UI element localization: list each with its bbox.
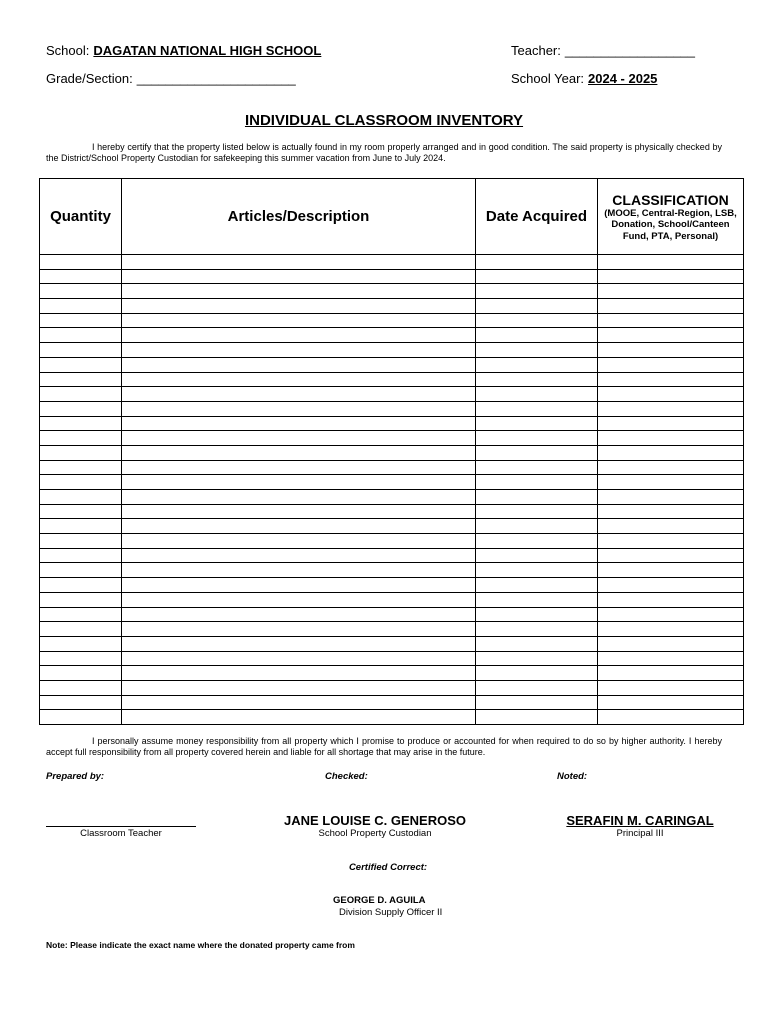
cell-date-acquired[interactable]: [476, 622, 598, 637]
school-name: DAGATAN NATIONAL HIGH SCHOOL: [93, 43, 322, 58]
cell-quantity[interactable]: [40, 284, 122, 299]
cell-date-acquired[interactable]: [476, 519, 598, 534]
cell-articles[interactable]: [122, 534, 476, 549]
cell-date-acquired[interactable]: [476, 387, 598, 402]
donation-note: Note: Please indicate the exact name where the donated property came from: [46, 940, 355, 950]
table-row: [40, 460, 744, 475]
cell-date-acquired[interactable]: [476, 534, 598, 549]
cell-date-acquired[interactable]: [476, 504, 598, 519]
teacher-blank: __________________: [564, 43, 696, 58]
cell-quantity[interactable]: [40, 548, 122, 563]
cell-articles[interactable]: [122, 357, 476, 372]
cell-date-acquired[interactable]: [476, 401, 598, 416]
table-row: [40, 401, 744, 416]
cell-articles[interactable]: [122, 504, 476, 519]
certification-text: I hereby certify that the property listed below is actually found in my room properly arranged and in good condition. The said property is physically checked by the District/School Property Custodian for safekeeping this summer vacation from June to July 2024.: [46, 142, 722, 163]
cell-classification[interactable]: [598, 578, 744, 593]
table-row: [40, 372, 744, 387]
table-row: [40, 387, 744, 402]
cell-classification[interactable]: [598, 313, 744, 328]
cell-classification[interactable]: [598, 607, 744, 622]
cell-quantity[interactable]: [40, 563, 122, 578]
cell-date-acquired[interactable]: [476, 651, 598, 666]
table-row: [40, 622, 744, 637]
cell-quantity[interactable]: [40, 607, 122, 622]
table-row: [40, 651, 744, 666]
cell-date-acquired[interactable]: [476, 343, 598, 358]
cell-date-acquired[interactable]: [476, 710, 598, 725]
cell-articles[interactable]: [122, 490, 476, 505]
cell-classification[interactable]: [598, 269, 744, 284]
cell-articles[interactable]: [122, 343, 476, 358]
cell-classification[interactable]: [598, 519, 744, 534]
cell-classification[interactable]: [598, 666, 744, 681]
cell-date-acquired[interactable]: [476, 255, 598, 270]
table-row: [40, 475, 744, 490]
cell-classification[interactable]: [598, 445, 744, 460]
inventory-table-body: [40, 255, 744, 725]
cell-quantity[interactable]: [40, 387, 122, 402]
cell-classification[interactable]: [598, 651, 744, 666]
table-row: [40, 255, 744, 270]
cell-quantity[interactable]: [40, 357, 122, 372]
table-row: [40, 284, 744, 299]
table-row: [40, 695, 744, 710]
cell-articles[interactable]: [122, 328, 476, 343]
cell-date-acquired[interactable]: [476, 284, 598, 299]
cell-classification[interactable]: [598, 328, 744, 343]
column-header-date-acquired: Date Acquired: [476, 179, 598, 255]
cell-classification[interactable]: [598, 357, 744, 372]
supply-officer-position: Division Supply Officer II: [339, 907, 443, 918]
cell-classification[interactable]: [598, 710, 744, 725]
inventory-table: [39, 178, 744, 725]
table-row: [40, 592, 744, 607]
cell-quantity[interactable]: [40, 401, 122, 416]
cell-articles[interactable]: [122, 578, 476, 593]
cell-quantity[interactable]: [40, 490, 122, 505]
cell-quantity[interactable]: [40, 372, 122, 387]
column-header-classification: [598, 179, 744, 255]
cell-date-acquired[interactable]: [476, 269, 598, 284]
table-row: [40, 328, 744, 343]
cell-articles[interactable]: [122, 445, 476, 460]
table-row: [40, 548, 744, 563]
supply-officer-name: GEORGE D. AGUILA: [333, 895, 426, 906]
table-row: [40, 299, 744, 314]
column-header-articles: Articles/Description: [122, 179, 476, 255]
cell-date-acquired[interactable]: [476, 695, 598, 710]
cell-classification[interactable]: [598, 372, 744, 387]
table-row: [40, 680, 744, 695]
cell-quantity[interactable]: [40, 255, 122, 270]
cell-classification[interactable]: [598, 680, 744, 695]
noted-label: Noted:: [557, 771, 588, 782]
cell-date-acquired[interactable]: [476, 607, 598, 622]
table-row: [40, 563, 744, 578]
grade-section-field: [46, 71, 296, 86]
cell-date-acquired[interactable]: [476, 563, 598, 578]
table-row: [40, 666, 744, 681]
table-row: [40, 445, 744, 460]
cell-quantity[interactable]: [40, 534, 122, 549]
cell-date-acquired[interactable]: [476, 636, 598, 651]
cell-date-acquired[interactable]: [476, 299, 598, 314]
cell-quantity[interactable]: [40, 710, 122, 725]
cell-articles[interactable]: [122, 710, 476, 725]
cell-quantity[interactable]: [40, 622, 122, 637]
cell-articles[interactable]: [122, 607, 476, 622]
cell-quantity[interactable]: [40, 636, 122, 651]
cell-articles[interactable]: [122, 431, 476, 446]
teacher-field: [511, 43, 695, 58]
cell-classification[interactable]: [598, 401, 744, 416]
cell-quantity[interactable]: [40, 299, 122, 314]
principal-name: SERAFIN M. CARINGAL: [566, 813, 714, 828]
cell-articles[interactable]: [122, 269, 476, 284]
responsibility-text: I personally assume money responsibility from all property which I promise to produce or accounted for when required to do so by higher authority. I hereby accept full responsibility from all property covered herein and liable for all shortage that may arise in the future.: [46, 736, 722, 757]
cell-classification[interactable]: [598, 695, 744, 710]
cell-classification[interactable]: [598, 431, 744, 446]
cell-classification[interactable]: [598, 416, 744, 431]
custodian-position: School Property Custodian: [318, 828, 432, 839]
cell-date-acquired[interactable]: [476, 372, 598, 387]
cell-date-acquired[interactable]: [476, 445, 598, 460]
cell-quantity[interactable]: [40, 343, 122, 358]
cell-classification[interactable]: [598, 534, 744, 549]
cell-classification[interactable]: [598, 284, 744, 299]
cell-quantity[interactable]: [40, 269, 122, 284]
prepared-by-label: Prepared by:: [46, 771, 105, 782]
cell-articles[interactable]: [122, 313, 476, 328]
cell-quantity[interactable]: [40, 695, 122, 710]
cell-date-acquired[interactable]: [476, 357, 598, 372]
certified-correct-label: Certified Correct:: [348, 862, 428, 873]
classification-title: CLASSIFICATION: [612, 191, 729, 208]
cell-classification[interactable]: [598, 622, 744, 637]
cell-classification[interactable]: [598, 636, 744, 651]
school-year-field: [511, 71, 657, 86]
cell-date-acquired[interactable]: [476, 475, 598, 490]
cell-quantity[interactable]: [40, 504, 122, 519]
responsibility-paragraph: [46, 736, 722, 758]
table-row: [40, 578, 744, 593]
cell-classification[interactable]: [598, 343, 744, 358]
cell-quantity[interactable]: [40, 666, 122, 681]
cell-articles[interactable]: [122, 372, 476, 387]
school-year-value: 2024 - 2025: [588, 71, 658, 86]
cell-quantity[interactable]: [40, 460, 122, 475]
checked-label: Checked:: [325, 771, 368, 782]
cell-articles[interactable]: [122, 416, 476, 431]
table-row: [40, 343, 744, 358]
cell-articles[interactable]: [122, 255, 476, 270]
cell-date-acquired[interactable]: [476, 592, 598, 607]
cell-articles[interactable]: [122, 460, 476, 475]
table-row: [40, 607, 744, 622]
cell-date-acquired[interactable]: [476, 328, 598, 343]
cell-articles[interactable]: [122, 284, 476, 299]
cell-quantity[interactable]: [40, 592, 122, 607]
cell-articles[interactable]: [122, 299, 476, 314]
column-header-quantity: Quantity: [40, 179, 122, 255]
cell-date-acquired[interactable]: [476, 431, 598, 446]
school-field: [46, 43, 321, 58]
cell-quantity[interactable]: [40, 445, 122, 460]
cell-classification[interactable]: [598, 490, 744, 505]
cell-date-acquired[interactable]: [476, 666, 598, 681]
cell-classification[interactable]: [598, 504, 744, 519]
cell-classification[interactable]: [598, 387, 744, 402]
table-row: [40, 357, 744, 372]
cell-date-acquired[interactable]: [476, 313, 598, 328]
cell-articles[interactable]: [122, 519, 476, 534]
table-row: [40, 710, 744, 725]
cell-classification[interactable]: [598, 563, 744, 578]
cell-quantity[interactable]: [40, 431, 122, 446]
table-row: [40, 416, 744, 431]
cell-articles[interactable]: [122, 475, 476, 490]
grade-section-blank: ______________________: [136, 71, 296, 86]
cell-articles[interactable]: [122, 548, 476, 563]
table-row: [40, 490, 744, 505]
classification-subtitle: (MOOE, Central-Region, LSB, Donation, School/Canteen Fund, PTA, Personal): [604, 207, 737, 242]
cell-quantity[interactable]: [40, 328, 122, 343]
cell-articles[interactable]: [122, 592, 476, 607]
cell-articles[interactable]: [122, 680, 476, 695]
cell-quantity[interactable]: [40, 680, 122, 695]
cell-articles[interactable]: [122, 401, 476, 416]
cell-classification[interactable]: [598, 592, 744, 607]
cell-quantity[interactable]: [40, 313, 122, 328]
cell-quantity[interactable]: [40, 475, 122, 490]
cell-classification[interactable]: [598, 255, 744, 270]
table-row: [40, 269, 744, 284]
cell-date-acquired[interactable]: [476, 578, 598, 593]
cell-quantity[interactable]: [40, 578, 122, 593]
cell-articles[interactable]: [122, 387, 476, 402]
certification-paragraph: [46, 142, 722, 164]
cell-classification[interactable]: [598, 299, 744, 314]
cell-articles[interactable]: [122, 636, 476, 651]
cell-date-acquired[interactable]: [476, 460, 598, 475]
cell-classification[interactable]: [598, 475, 744, 490]
cell-classification[interactable]: [598, 548, 744, 563]
table-header-row: [40, 179, 744, 255]
cell-articles[interactable]: [122, 666, 476, 681]
table-row: [40, 519, 744, 534]
principal-position: Principal III: [616, 828, 664, 839]
cell-date-acquired[interactable]: [476, 416, 598, 431]
cell-date-acquired[interactable]: [476, 548, 598, 563]
table-row: [40, 534, 744, 549]
school-year-label: School Year:: [511, 71, 585, 86]
cell-date-acquired[interactable]: [476, 490, 598, 505]
custodian-name: JANE LOUISE C. GENEROSO: [283, 813, 467, 828]
cell-classification[interactable]: [598, 460, 744, 475]
cell-quantity[interactable]: [40, 651, 122, 666]
cell-date-acquired[interactable]: [476, 680, 598, 695]
cell-quantity[interactable]: [40, 519, 122, 534]
table-row: [40, 504, 744, 519]
teacher-position: Classroom Teacher: [80, 828, 162, 839]
teacher-label: Teacher:: [511, 43, 561, 58]
table-row: [40, 431, 744, 446]
cell-articles[interactable]: [122, 651, 476, 666]
document-title: INDIVIDUAL CLASSROOM INVENTORY: [244, 112, 524, 129]
table-row: [40, 636, 744, 651]
table-row: [40, 313, 744, 328]
cell-articles[interactable]: [122, 695, 476, 710]
cell-quantity[interactable]: [40, 416, 122, 431]
teacher-signature-line: [46, 826, 196, 827]
cell-articles[interactable]: [122, 622, 476, 637]
cell-articles[interactable]: [122, 563, 476, 578]
school-label: School:: [46, 43, 90, 58]
grade-section-label: Grade/Section:: [46, 71, 133, 86]
